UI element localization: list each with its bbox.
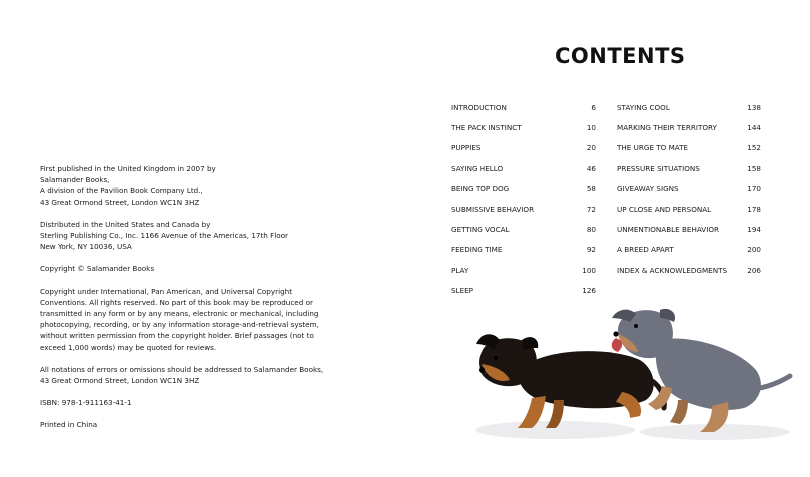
toc-entry-page: 58 <box>586 184 596 194</box>
toc-entry-label: STAYING COOL <box>617 102 670 112</box>
contents-title: CONTENTS <box>555 44 686 68</box>
toc-column-right <box>617 97 761 281</box>
toc-entry <box>617 179 761 199</box>
toc-entry-label: GIVEAWAY SIGNS <box>617 184 679 194</box>
puppy-ear <box>522 337 538 350</box>
toc-entry-page: 20 <box>586 143 596 153</box>
text-line: Copyright © Salamander Books <box>40 264 155 274</box>
puppies-photo <box>460 300 796 450</box>
toc-column-left <box>451 97 596 301</box>
toc-entry <box>451 260 596 280</box>
text-line: without written permission from the copyright holder. Brief passages (not to <box>40 331 314 341</box>
toc-entry <box>451 219 596 239</box>
puppy-eye <box>634 324 638 328</box>
text-line: ISBN: 978-1-911163-41-1 <box>40 398 132 408</box>
puppy-nose <box>479 367 485 373</box>
text-line: exceed 1,000 words) may be quoted for reviews. <box>40 342 217 352</box>
text-line: Sterling Publishing Co., Inc. 1166 Avenue of the Americas, 17th Floor <box>40 231 289 241</box>
toc-entry-page: 92 <box>586 245 596 255</box>
toc-entry-page: 206 <box>747 265 761 275</box>
puppy-body <box>656 338 761 410</box>
toc-entry-label: THE URGE TO MATE <box>617 143 689 153</box>
errata-paragraph <box>40 364 340 386</box>
text-line: 43 Great Ormond Street, London WC1N 3HZ <box>40 197 200 207</box>
puppy-tail <box>760 376 790 388</box>
distribution-paragraph <box>40 219 340 253</box>
printed-in-line <box>40 419 340 430</box>
right-page <box>405 0 810 477</box>
toc-entry-page: 6 <box>591 102 596 112</box>
toc-entry-page: 194 <box>747 225 761 235</box>
toc-entry <box>617 138 761 158</box>
text-line: photocopying, recording, or by any information storage-and-retrieval system, <box>40 320 319 330</box>
text-line: 43 Great Ormond Street, London WC1N 3HZ <box>40 376 200 386</box>
toc-entry-label: BEING TOP DOG <box>451 184 510 194</box>
toc-entry-label: GETTING VOCAL <box>451 225 510 235</box>
toc-entry-label: INDEX & ACKNOWLEDGMENTS <box>617 265 728 275</box>
toc-entry <box>617 219 761 239</box>
toc-entry-label: SUBMISSIVE BEHAVIOR <box>451 204 535 214</box>
toc-entry <box>451 281 596 301</box>
toc-entry-page: 10 <box>586 123 596 133</box>
toc-entry-page: 152 <box>747 143 761 153</box>
toc-entry-page: 200 <box>747 245 761 255</box>
toc-entry <box>451 199 596 219</box>
toc-entry-label: MARKING THEIR TERRITORY <box>617 123 717 133</box>
toc-entry-page: 72 <box>586 204 596 214</box>
publisher-paragraph <box>40 163 340 208</box>
toc-entry <box>617 199 761 219</box>
toc-entry-label: PRESSURE SITUATIONS <box>617 163 700 173</box>
puppy-front-leg <box>670 400 688 424</box>
puppy-nose <box>613 331 618 336</box>
toc-entry-label: UNMENTIONABLE BEHAVIOR <box>617 225 719 235</box>
toc-entry-page: 138 <box>747 102 761 112</box>
text-line: A division of the Pavilion Book Company Ltd., <box>40 186 203 196</box>
toc-entry-label: PLAY <box>451 265 469 275</box>
copyright-imprint <box>40 163 340 442</box>
toc-entry-label: FEEDING TIME <box>451 245 503 255</box>
text-line: Copyright under International, Pan American, and Universal Copyright <box>40 286 293 296</box>
copyright-line <box>40 263 340 274</box>
toc-entry <box>617 260 761 280</box>
toc-entry-label: INTRODUCTION <box>451 102 507 112</box>
toc-entry-page: 178 <box>747 204 761 214</box>
toc-entry-page: 126 <box>582 286 596 296</box>
toc-entry <box>451 179 596 199</box>
toc-entry <box>451 97 596 117</box>
text-line: First published in the United Kingdom in 2007 by <box>40 164 216 173</box>
puppy-eye <box>494 356 498 360</box>
toc-entry <box>451 240 596 260</box>
toc-entry-page: 144 <box>747 123 761 133</box>
toc-entry-label: A BREED APART <box>617 245 674 255</box>
toc-entry <box>617 97 761 117</box>
rights-paragraph <box>40 286 340 353</box>
text-line: Distributed in the United States and Canada by <box>40 219 211 229</box>
toc-entry-label: PUPPIES <box>451 143 481 153</box>
toc-entry-page: 80 <box>586 225 596 235</box>
text-line: Conventions. All rights reserved. No part of this book may be reproduced or <box>40 297 313 307</box>
text-line: All notations of errors or omissions should be addressed to Salamander Books, <box>40 364 324 374</box>
isbn-line <box>40 397 340 408</box>
text-line: transmitted in any form or by any means, electronic or mechanical, including <box>40 309 319 319</box>
toc-entry <box>451 117 596 137</box>
toc-entry-label: UP CLOSE AND PERSONAL <box>617 204 712 214</box>
toc-entry <box>617 240 761 260</box>
toc-entry-label: SAYING HELLO <box>451 163 504 173</box>
toc-entry <box>451 138 596 158</box>
text-line: Salamander Books, <box>40 175 110 185</box>
toc-entry-page: 46 <box>586 163 596 173</box>
toc-entry-page: 158 <box>747 163 761 173</box>
toc-entry-page: 100 <box>582 265 596 275</box>
toc-entry-label: SLEEP <box>451 286 473 296</box>
text-line: New York, NY 10036, USA <box>40 242 132 252</box>
toc-entry <box>617 158 761 178</box>
toc-entry <box>617 117 761 137</box>
toc-entry <box>451 158 596 178</box>
toc-entry-page: 170 <box>747 184 761 194</box>
toc-entry-label: THE PACK INSTINCT <box>451 123 522 133</box>
text-line: Printed in China <box>40 420 98 430</box>
